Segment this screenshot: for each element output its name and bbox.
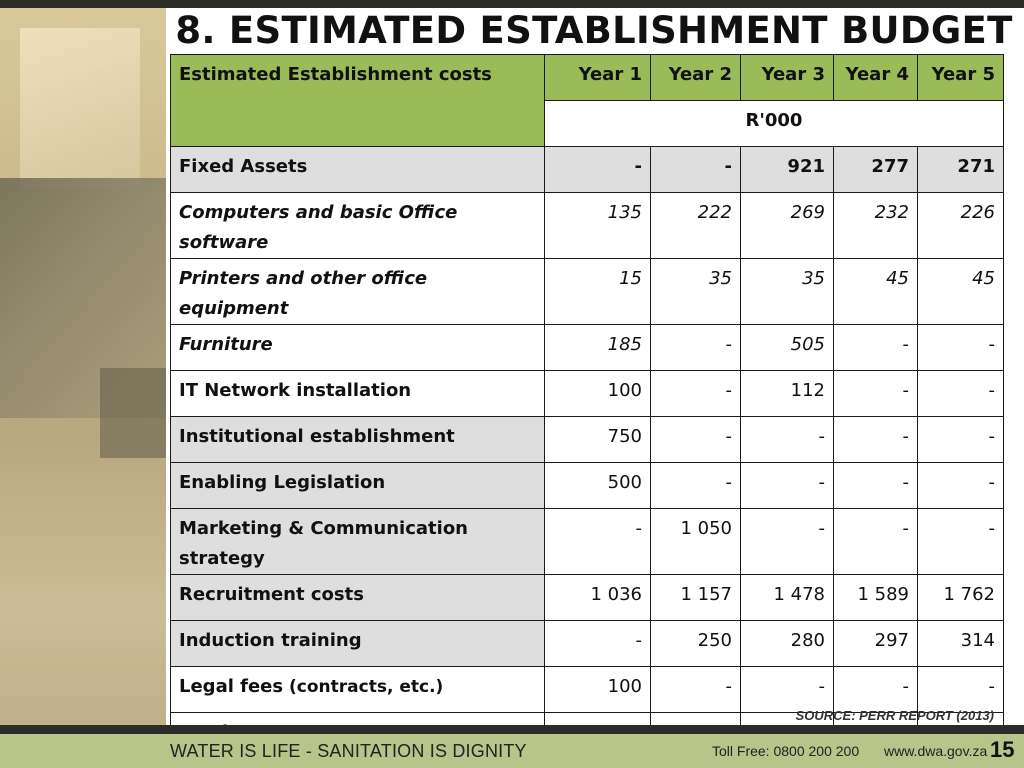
row-label-main: Legal fees: [179, 676, 284, 697]
cell-value: -: [918, 325, 1004, 371]
cell-value: -: [741, 417, 834, 463]
photo-overhang-shadow: [100, 368, 166, 458]
footer-website: www.dwa.gov.za: [884, 743, 988, 759]
cell-value: 750: [545, 417, 651, 463]
cell-value: -: [741, 463, 834, 509]
photo-wall-light: [20, 28, 140, 188]
row-label: Printers and other office equipment: [171, 259, 545, 325]
cell-value: -: [834, 417, 918, 463]
cell-value: -: [651, 417, 741, 463]
table-row: [171, 417, 1004, 463]
cell-value: 250: [651, 621, 741, 667]
cell-value: 45: [834, 259, 918, 325]
cell-value: 1 036: [545, 575, 651, 621]
row-label: Marketing & Communication strategy: [171, 509, 545, 575]
cell-value: -: [918, 463, 1004, 509]
table-row: [171, 621, 1004, 667]
cell-value: 314: [918, 621, 1004, 667]
cell-value: 505: [741, 325, 834, 371]
footer-band: [0, 734, 1024, 768]
cell-value: -: [834, 463, 918, 509]
cell-value: 271: [918, 147, 1004, 193]
cell-value: 1 050: [651, 509, 741, 575]
footer-toll-free: Toll Free: 0800 200 200: [712, 743, 860, 759]
footer-stripe: [0, 725, 1024, 734]
cell-value: 232: [834, 193, 918, 259]
cell-value: -: [545, 621, 651, 667]
row-label-detail: (contracts, etc.): [283, 677, 444, 697]
header-year-4: Year 4: [834, 55, 918, 101]
cell-value: 100: [545, 667, 651, 713]
cell-value: -: [741, 509, 834, 575]
cell-value: 1 157: [651, 575, 741, 621]
source-note: SOURCE: PERR REPORT (2013): [795, 708, 994, 723]
cell-value: 222: [651, 193, 741, 259]
cell-value: 297: [834, 621, 918, 667]
cell-value: -: [651, 325, 741, 371]
unit-label: R'000: [545, 101, 1004, 147]
cell-value: 100: [545, 371, 651, 417]
cell-value: 500: [545, 463, 651, 509]
row-label: Recruitment costs: [171, 575, 545, 621]
header-year-3: Year 3: [741, 55, 834, 101]
cell-value: 1 589: [834, 575, 918, 621]
header-label-cell: Estimated Establishment costs: [171, 55, 545, 147]
table-row: [171, 147, 1004, 193]
table-row: [171, 371, 1004, 417]
cell-value: -: [918, 371, 1004, 417]
row-label: Fixed Assets: [171, 147, 545, 193]
table-row: [171, 325, 1004, 371]
row-label: Enabling Legislation: [171, 463, 545, 509]
cell-value: -: [834, 509, 918, 575]
cell-value: 1 478: [741, 575, 834, 621]
row-label: Institutional establishment: [171, 417, 545, 463]
cell-value: 35: [651, 259, 741, 325]
cell-value: 185: [545, 325, 651, 371]
cell-value: 277: [834, 147, 918, 193]
cell-value: -: [545, 147, 651, 193]
cell-value: 112: [741, 371, 834, 417]
cell-value: -: [834, 325, 918, 371]
cell-value: -: [545, 509, 651, 575]
table-header-row: [171, 55, 1004, 101]
photo-wall-lower: [0, 438, 166, 725]
cell-value: -: [651, 463, 741, 509]
cell-value: -: [918, 417, 1004, 463]
footer-slogan: WATER IS LIFE - SANITATION IS DIGNITY: [170, 741, 527, 761]
row-label: IT Network installation: [171, 371, 545, 417]
cell-value: -: [651, 147, 741, 193]
table-row: [171, 667, 1004, 713]
table-row: [171, 193, 1004, 259]
cell-value: -: [651, 667, 741, 713]
cell-value: 1 762: [918, 575, 1004, 621]
table-row: [171, 575, 1004, 621]
cell-value: -: [834, 371, 918, 417]
cell-value: -: [741, 667, 834, 713]
cell-value: 226: [918, 193, 1004, 259]
table-row: [171, 259, 1004, 325]
cell-value: -: [834, 667, 918, 713]
cell-value: 35: [741, 259, 834, 325]
row-label: Induction training: [171, 621, 545, 667]
row-label: [171, 667, 545, 713]
cell-value: 45: [918, 259, 1004, 325]
row-label: Computers and basic Office software: [171, 193, 545, 259]
cell-value: -: [651, 371, 741, 417]
cell-value: 280: [741, 621, 834, 667]
decorative-building-photo: [0, 8, 166, 725]
table-row: [171, 509, 1004, 575]
header-year-1: Year 1: [545, 55, 651, 101]
cell-value: 135: [545, 193, 651, 259]
header-year-5: Year 5: [918, 55, 1004, 101]
cell-value: -: [918, 509, 1004, 575]
budget-table: [170, 54, 1004, 759]
table-row: [171, 463, 1004, 509]
cell-value: 921: [741, 147, 834, 193]
slide-title: 8. ESTIMATED ESTABLISHMENT BUDGET: [175, 9, 1013, 52]
cell-value: 15: [545, 259, 651, 325]
cell-value: 269: [741, 193, 834, 259]
header-year-2: Year 2: [651, 55, 741, 101]
slide-number: 15: [990, 737, 1015, 762]
top-stripe: [0, 0, 1024, 8]
row-label: Furniture: [171, 325, 545, 371]
cell-value: -: [918, 667, 1004, 713]
